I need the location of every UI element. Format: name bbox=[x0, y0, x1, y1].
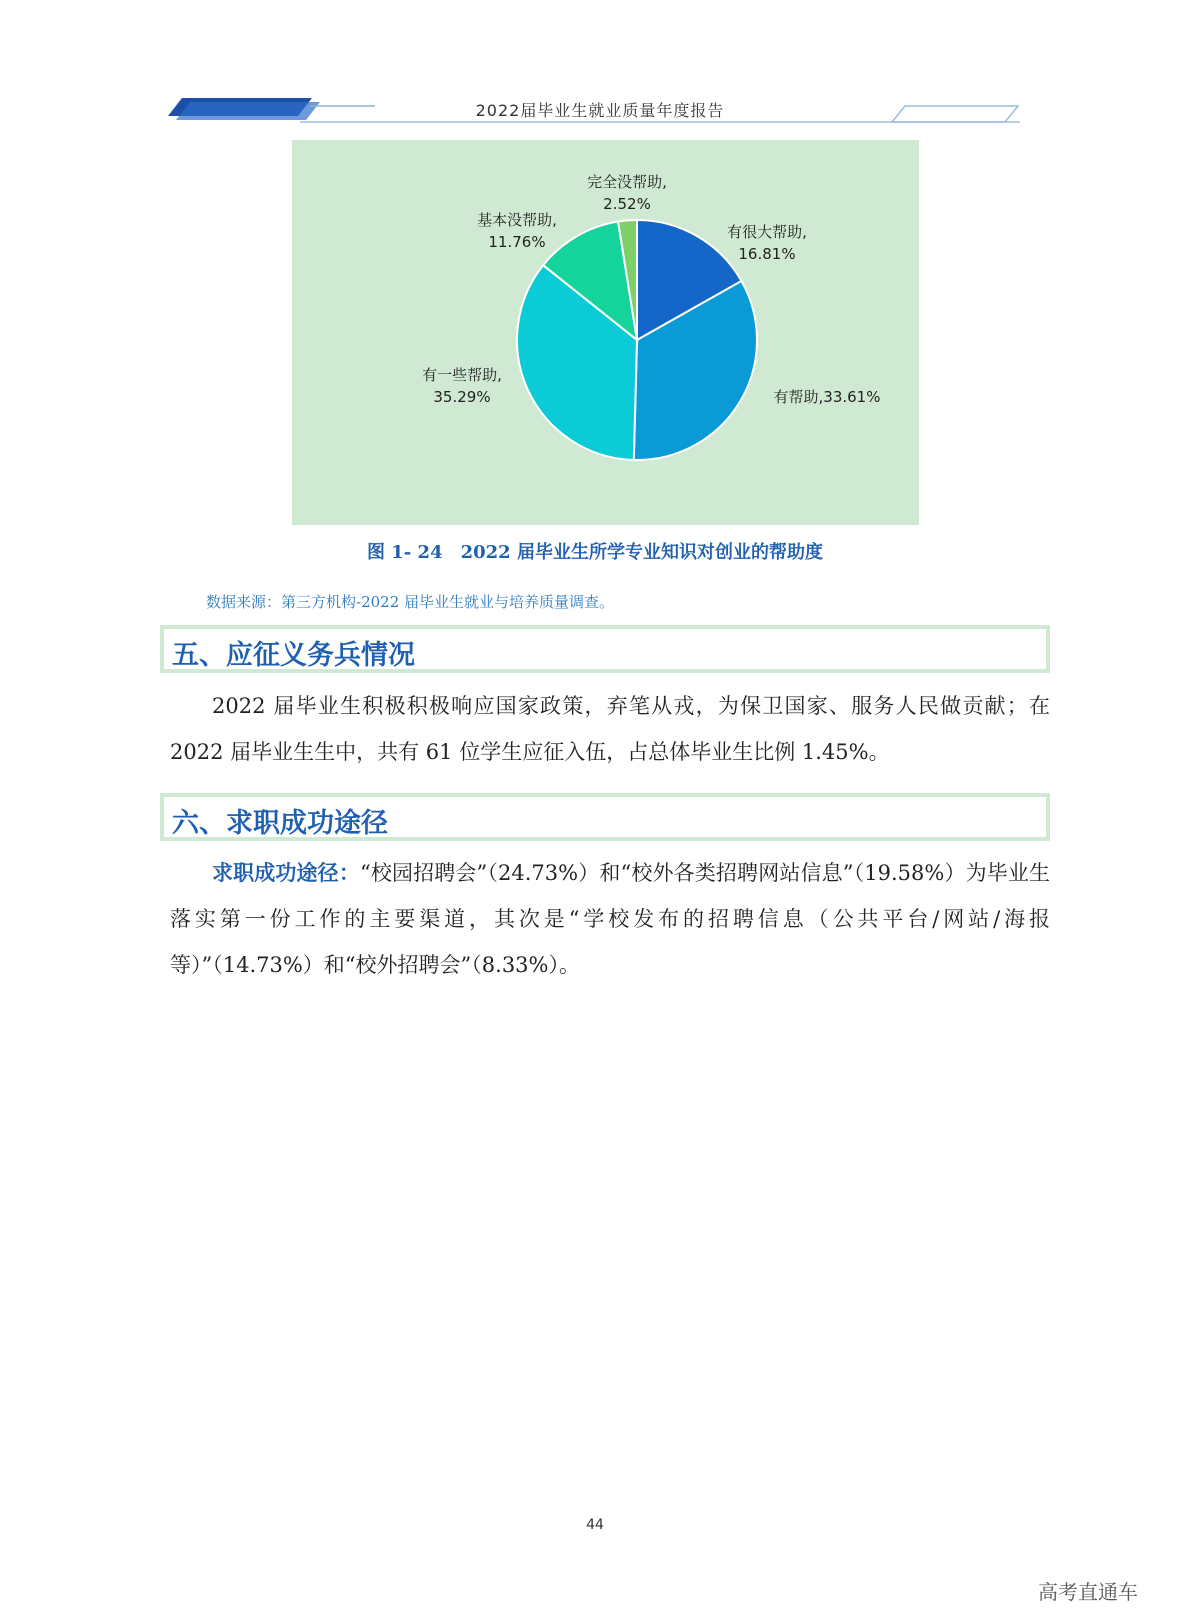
section-6-paragraph bbox=[170, 850, 1050, 988]
section-6-lead: 求职成功途径： bbox=[212, 860, 360, 885]
pie-label-2: 有帮助,33.61% bbox=[773, 388, 881, 406]
section-5-paragraph: 2022 届毕业生积极积极响应国家政策，弃笔从戎，为保卫国家、服务人民做贡献；在 2022 届毕业生生中，共有 61 位学生应征入伍，占总体毕业生比例 1.45%。 bbox=[170, 694, 1050, 764]
header-title: 2022届毕业生就业质量年度报告 bbox=[475, 101, 725, 120]
section-heading-box-6 bbox=[160, 793, 1050, 841]
pie-chart-panel bbox=[292, 140, 919, 525]
figure-caption: 图 1- 24 2022 届毕业生所学专业知识对创业的帮助度 bbox=[367, 542, 823, 563]
section-title-5: 五、应征义务兵情况 bbox=[172, 640, 415, 671]
pie-label-3: 有一些帮助, 35.29% bbox=[422, 366, 502, 406]
page-header bbox=[160, 92, 1040, 132]
pie-label-4: 基本没帮助, 11.76% bbox=[477, 211, 557, 251]
pie-chart bbox=[292, 140, 919, 525]
page-number: 44 bbox=[586, 1517, 604, 1533]
section-6-body: “校园招聘会”（24.73%）和“校外各类招聘网站信息”（19.58%）为毕业生落实第一份工作的主要渠道，其次是“学校发布的招聘信息（公共平台/网站/海报等）”（14.73%）和“校外招聘会”（8.33%）。 bbox=[170, 861, 1051, 977]
data-source-note: 数据来源：第三方机构-2022 届毕业生就业与培养质量调查。 bbox=[206, 593, 615, 611]
pie-label-5: 完全没帮助, 2.52% bbox=[587, 173, 667, 213]
section-heading-box-5 bbox=[160, 625, 1050, 673]
watermark: 高考直通车 bbox=[1038, 1580, 1138, 1604]
section-title-6: 六、求职成功途径 bbox=[172, 808, 388, 839]
pie-label-1: 有很大帮助, 16.81% bbox=[727, 223, 807, 263]
